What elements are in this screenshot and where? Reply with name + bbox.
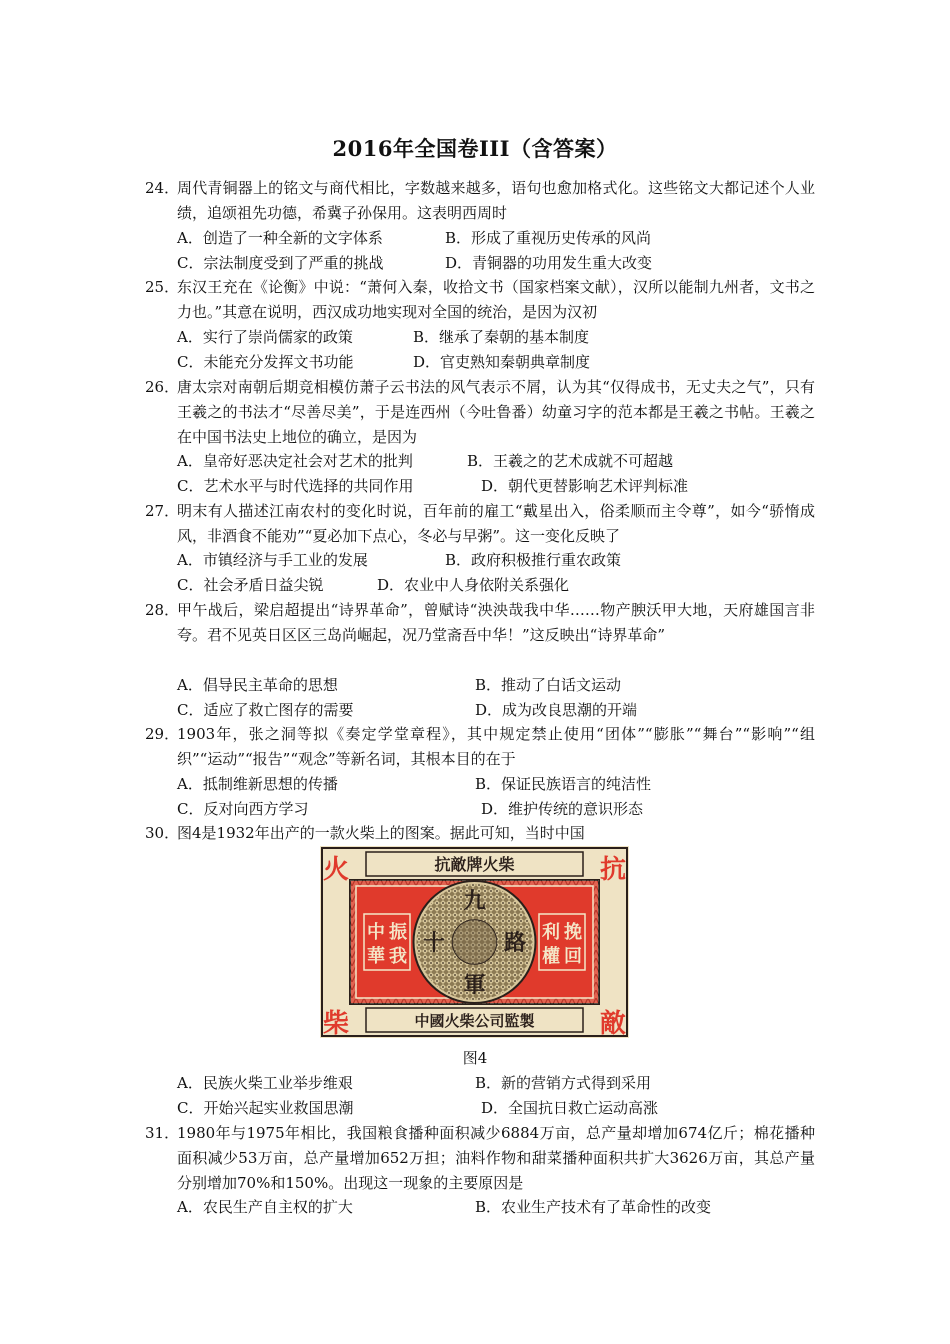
- options-24: [177, 226, 817, 276]
- options-25: [177, 325, 817, 375]
- question-stem: 1903年，张之洞等拟《奏定学堂章程》，其中规定禁止使用“团体”“膨胀”“舞台”“影响”“组织”“运动”“报告”“观念”等新名词，其根本目的在于: [177, 725, 815, 768]
- corner-char-top-left: 火: [322, 855, 350, 885]
- question-stem: 甲午战后，梁启超提出“诗界革命”，曾赋诗“泱泱哉我中华……物产腴沃甲大地，天府雄国言非夸。君不见英日区区三岛尚崛起，况乃堂斋吾中华！”这反映出“诗界革命”: [177, 601, 815, 644]
- option-b[interactable]: B．农业生产技术有了革命性的改变: [475, 1198, 712, 1216]
- left-slogan-char: 中: [367, 922, 385, 943]
- question-31: [145, 1121, 815, 1195]
- right-slogan-char: 利: [542, 922, 560, 943]
- option-c[interactable]: C．适应了救亡图存的需要: [177, 700, 354, 719]
- option-a[interactable]: A．民族火柴工业举步维艰: [177, 1074, 353, 1092]
- left-slogan-char: 華: [367, 946, 385, 967]
- question-26: [145, 375, 815, 449]
- options-31: [177, 1195, 817, 1220]
- hat-char-top: 九: [463, 888, 486, 914]
- left-slogan-char: 振: [389, 922, 407, 943]
- question-28: [145, 598, 815, 648]
- option-b[interactable]: B．推动了白话文运动: [475, 676, 622, 694]
- option-b[interactable]: B．王羲之的艺术成就不可超越: [467, 452, 674, 470]
- page-title: 2016年全国卷III（含答案）: [332, 136, 618, 161]
- left-slogan-char: 我: [389, 946, 407, 967]
- option-c[interactable]: C．开始兴起实业救国思潮: [177, 1098, 354, 1117]
- bottom-banner-text: 中國火柴公司監製: [414, 1012, 535, 1030]
- hat-char-right: 路: [503, 930, 527, 956]
- hat-crown-weave: [453, 920, 497, 964]
- right-slogan-char: 回: [564, 946, 582, 967]
- question-stem: 唐太宗对南朝后期竞相模仿萧子云书法的风气表示不屑，认为其“仅得成书，无丈夫之气”，只有王羲之的书法才“尽善尽美”，于是连西州（今吐鲁番）幼童习字的范本都是王羲之书帖。王羲之在中国书法史上地位的确立，是因为: [177, 378, 815, 446]
- option-c[interactable]: C．反对向西方学习: [177, 799, 309, 818]
- option-b[interactable]: B．新的营销方式得到采用: [475, 1074, 652, 1092]
- options-29: [177, 772, 817, 822]
- question-stem: 明末有人描述江南农村的变化时说，百年前的雇工“戴星出入，俗柔顺而主令尊”，如今“骄惰成风，非酒食不能劝”“夏必加下点心，冬必与早粥”。这一变化反映了: [177, 502, 815, 545]
- option-a[interactable]: A．市镇经济与手工业的发展: [177, 551, 368, 569]
- option-d[interactable]: D．青铜器的功用发生重大改变: [445, 253, 653, 272]
- hat-char-bottom: 軍: [463, 972, 486, 998]
- options-26: [177, 449, 817, 499]
- option-b[interactable]: B．继承了秦朝的基本制度: [413, 328, 590, 346]
- option-a[interactable]: A．创造了一种全新的文字体系: [177, 229, 383, 247]
- option-d[interactable]: D．朝代更替影响艺术评判标准: [481, 476, 689, 495]
- matchbox-label-image: [320, 846, 629, 1038]
- question-number: 26．: [145, 378, 180, 396]
- question-number: 30．: [145, 824, 180, 842]
- options-30: [177, 1071, 817, 1121]
- question-number: 31．: [145, 1124, 180, 1142]
- option-d[interactable]: D．全国抗日救亡运动高涨: [481, 1098, 659, 1117]
- top-banner-text: 抗敵牌火柴: [434, 855, 515, 874]
- option-c[interactable]: C．社会矛盾日益尖锐: [177, 575, 324, 594]
- option-d[interactable]: D．官吏熟知秦朝典章制度: [413, 352, 591, 371]
- hat-char-left: 十: [422, 930, 446, 956]
- question-25: [145, 275, 815, 325]
- figure-caption: 图4: [462, 1049, 488, 1067]
- option-b[interactable]: B．政府积极推行重农政策: [445, 551, 622, 569]
- option-b[interactable]: B．保证民族语言的纯洁性: [475, 775, 652, 793]
- option-c[interactable]: C．未能充分发挥文书功能: [177, 352, 354, 371]
- question-27: [145, 499, 815, 549]
- question-stem: 1980年与1975年相比，我国粮食播种面积减少6884万亩，总产量却增加674亿斤；棉花播种面积减少53万亩，总产量增加652万担；油料作物和甜菜播种面积共扩大3626万亩，其总产量分别增加70%和150%。出现这一现象的主要原因是: [177, 1124, 815, 1192]
- option-c[interactable]: C．艺术水平与时代选择的共同作用: [177, 476, 414, 495]
- corner-char-top-right: 抗: [599, 855, 627, 885]
- options-27: [177, 548, 817, 598]
- question-stem: 图4是1932年出产的一款火柴上的图案。据此可知，当时中国: [177, 824, 585, 842]
- option-d[interactable]: D．成为改良思潮的开端: [475, 700, 638, 719]
- question-30: [145, 821, 815, 846]
- question-number: 27．: [145, 502, 180, 520]
- option-d[interactable]: D．维护传统的意识形态: [481, 799, 644, 818]
- option-c[interactable]: C．宗法制度受到了严重的挑战: [177, 253, 384, 272]
- corner-char-bottom-right: 敵: [599, 1009, 627, 1038]
- question-number: 24．: [145, 179, 180, 197]
- options-28: [177, 673, 817, 723]
- question-stem: 周代青铜器上的铭文与商代相比，字数越来越多，语句也愈加格式化。这些铭文大都记述个人业绩，追颂祖先功德，希冀子孙保用。这表明西周时: [177, 179, 815, 222]
- question-29: [145, 722, 815, 772]
- option-a[interactable]: A．农民生产自主权的扩大: [177, 1198, 353, 1216]
- right-slogan-char: 挽: [564, 922, 582, 943]
- option-a[interactable]: A．实行了崇尚儒家的政策: [177, 328, 353, 346]
- question-number: 28．: [145, 601, 180, 619]
- question-stem: 东汉王充在《论衡》中说：“萧何入秦，收拾文书（国家档案文献），汉所以能制九州者，文书之力也。”其意在说明，西汉成功地实现对全国的统治，是因为汉初: [177, 278, 815, 321]
- option-a[interactable]: A．皇帝好恶决定社会对艺术的批判: [177, 452, 413, 470]
- corner-char-bottom-left: 柴: [322, 1009, 350, 1038]
- question-24: [145, 176, 815, 226]
- option-a[interactable]: A．抵制维新思想的传播: [177, 775, 338, 793]
- option-b[interactable]: B．形成了重视历史传承的风尚: [445, 229, 652, 247]
- option-a[interactable]: A．倡导民主革命的思想: [177, 676, 338, 694]
- right-slogan-char: 權: [542, 946, 560, 967]
- question-number: 29．: [145, 725, 180, 743]
- option-d[interactable]: D．农业中人身依附关系强化: [377, 575, 570, 594]
- question-number: 25．: [145, 278, 180, 296]
